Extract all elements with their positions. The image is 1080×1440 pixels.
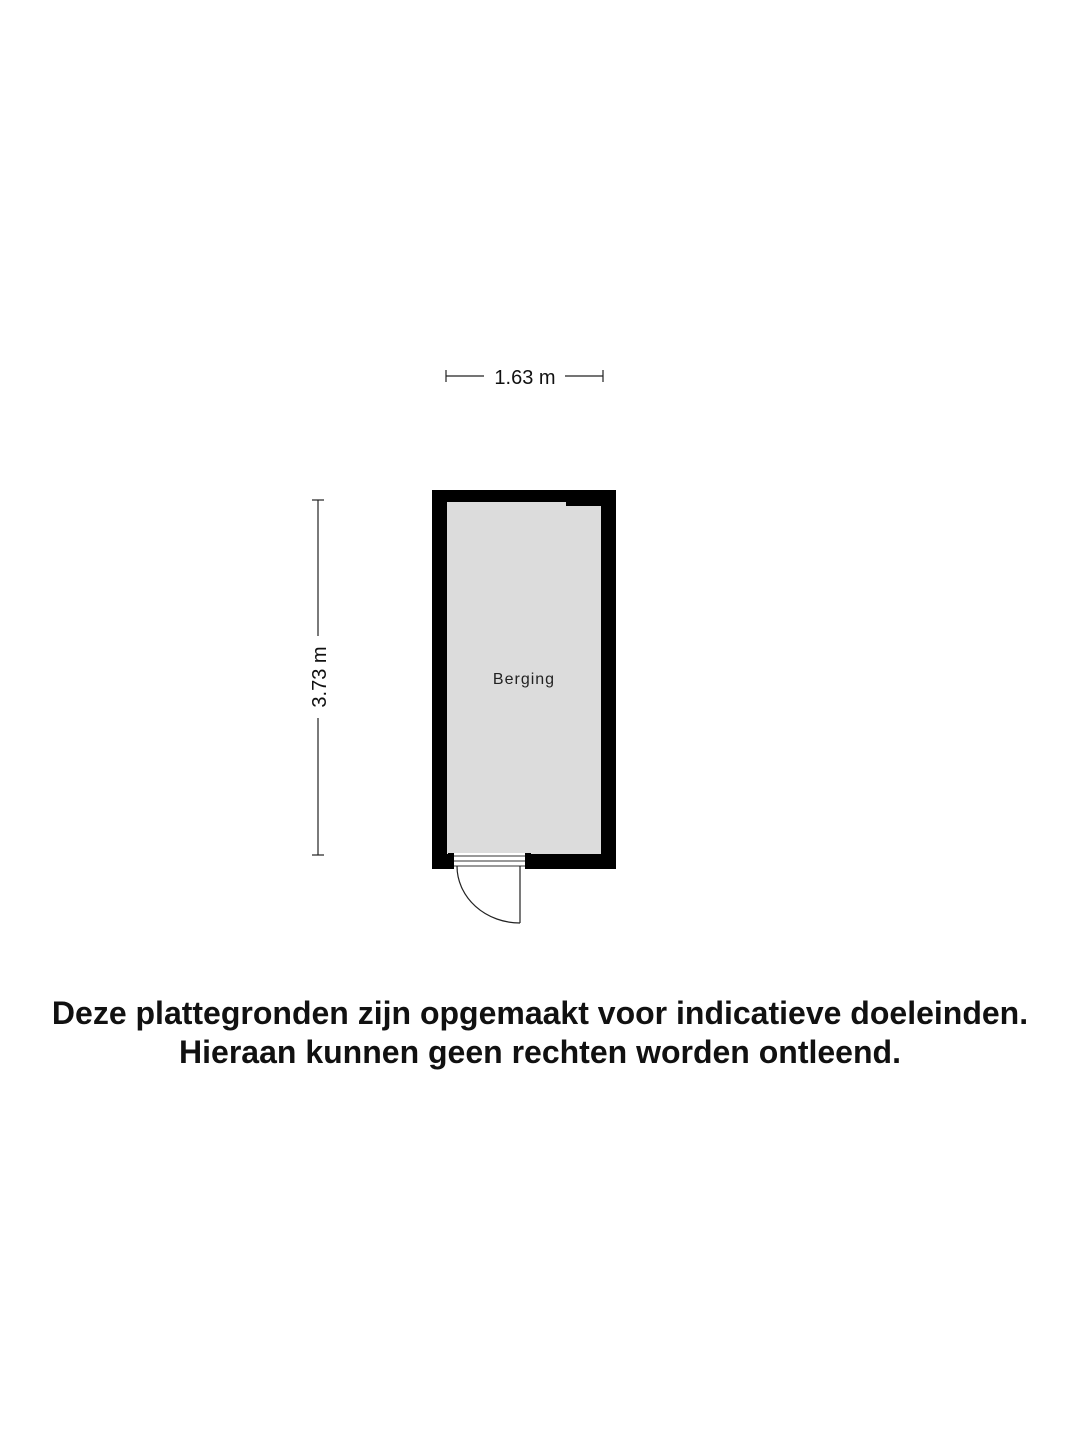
door-swing	[457, 866, 520, 923]
door-jamb-right	[525, 853, 531, 869]
door-jamb-left	[448, 853, 454, 869]
height-dimension-label: 3.73 m	[309, 646, 331, 708]
height-dimension	[309, 500, 331, 855]
door-swing-arc	[457, 866, 520, 923]
disclaimer-line-2: Hieraan kunnen geen rechten worden ontleend.	[179, 1034, 901, 1070]
disclaimer	[0, 994, 1080, 1072]
disclaimer-line-1: Deze plattegronden zijn opgemaakt voor indicatieve doeleinden.	[51, 995, 1029, 1031]
door-opening	[448, 853, 531, 869]
width-dimension	[446, 367, 603, 389]
width-dimension-label: 1.63 m	[494, 367, 556, 389]
wall-notch	[566, 502, 601, 506]
room-label: Berging	[492, 671, 556, 688]
